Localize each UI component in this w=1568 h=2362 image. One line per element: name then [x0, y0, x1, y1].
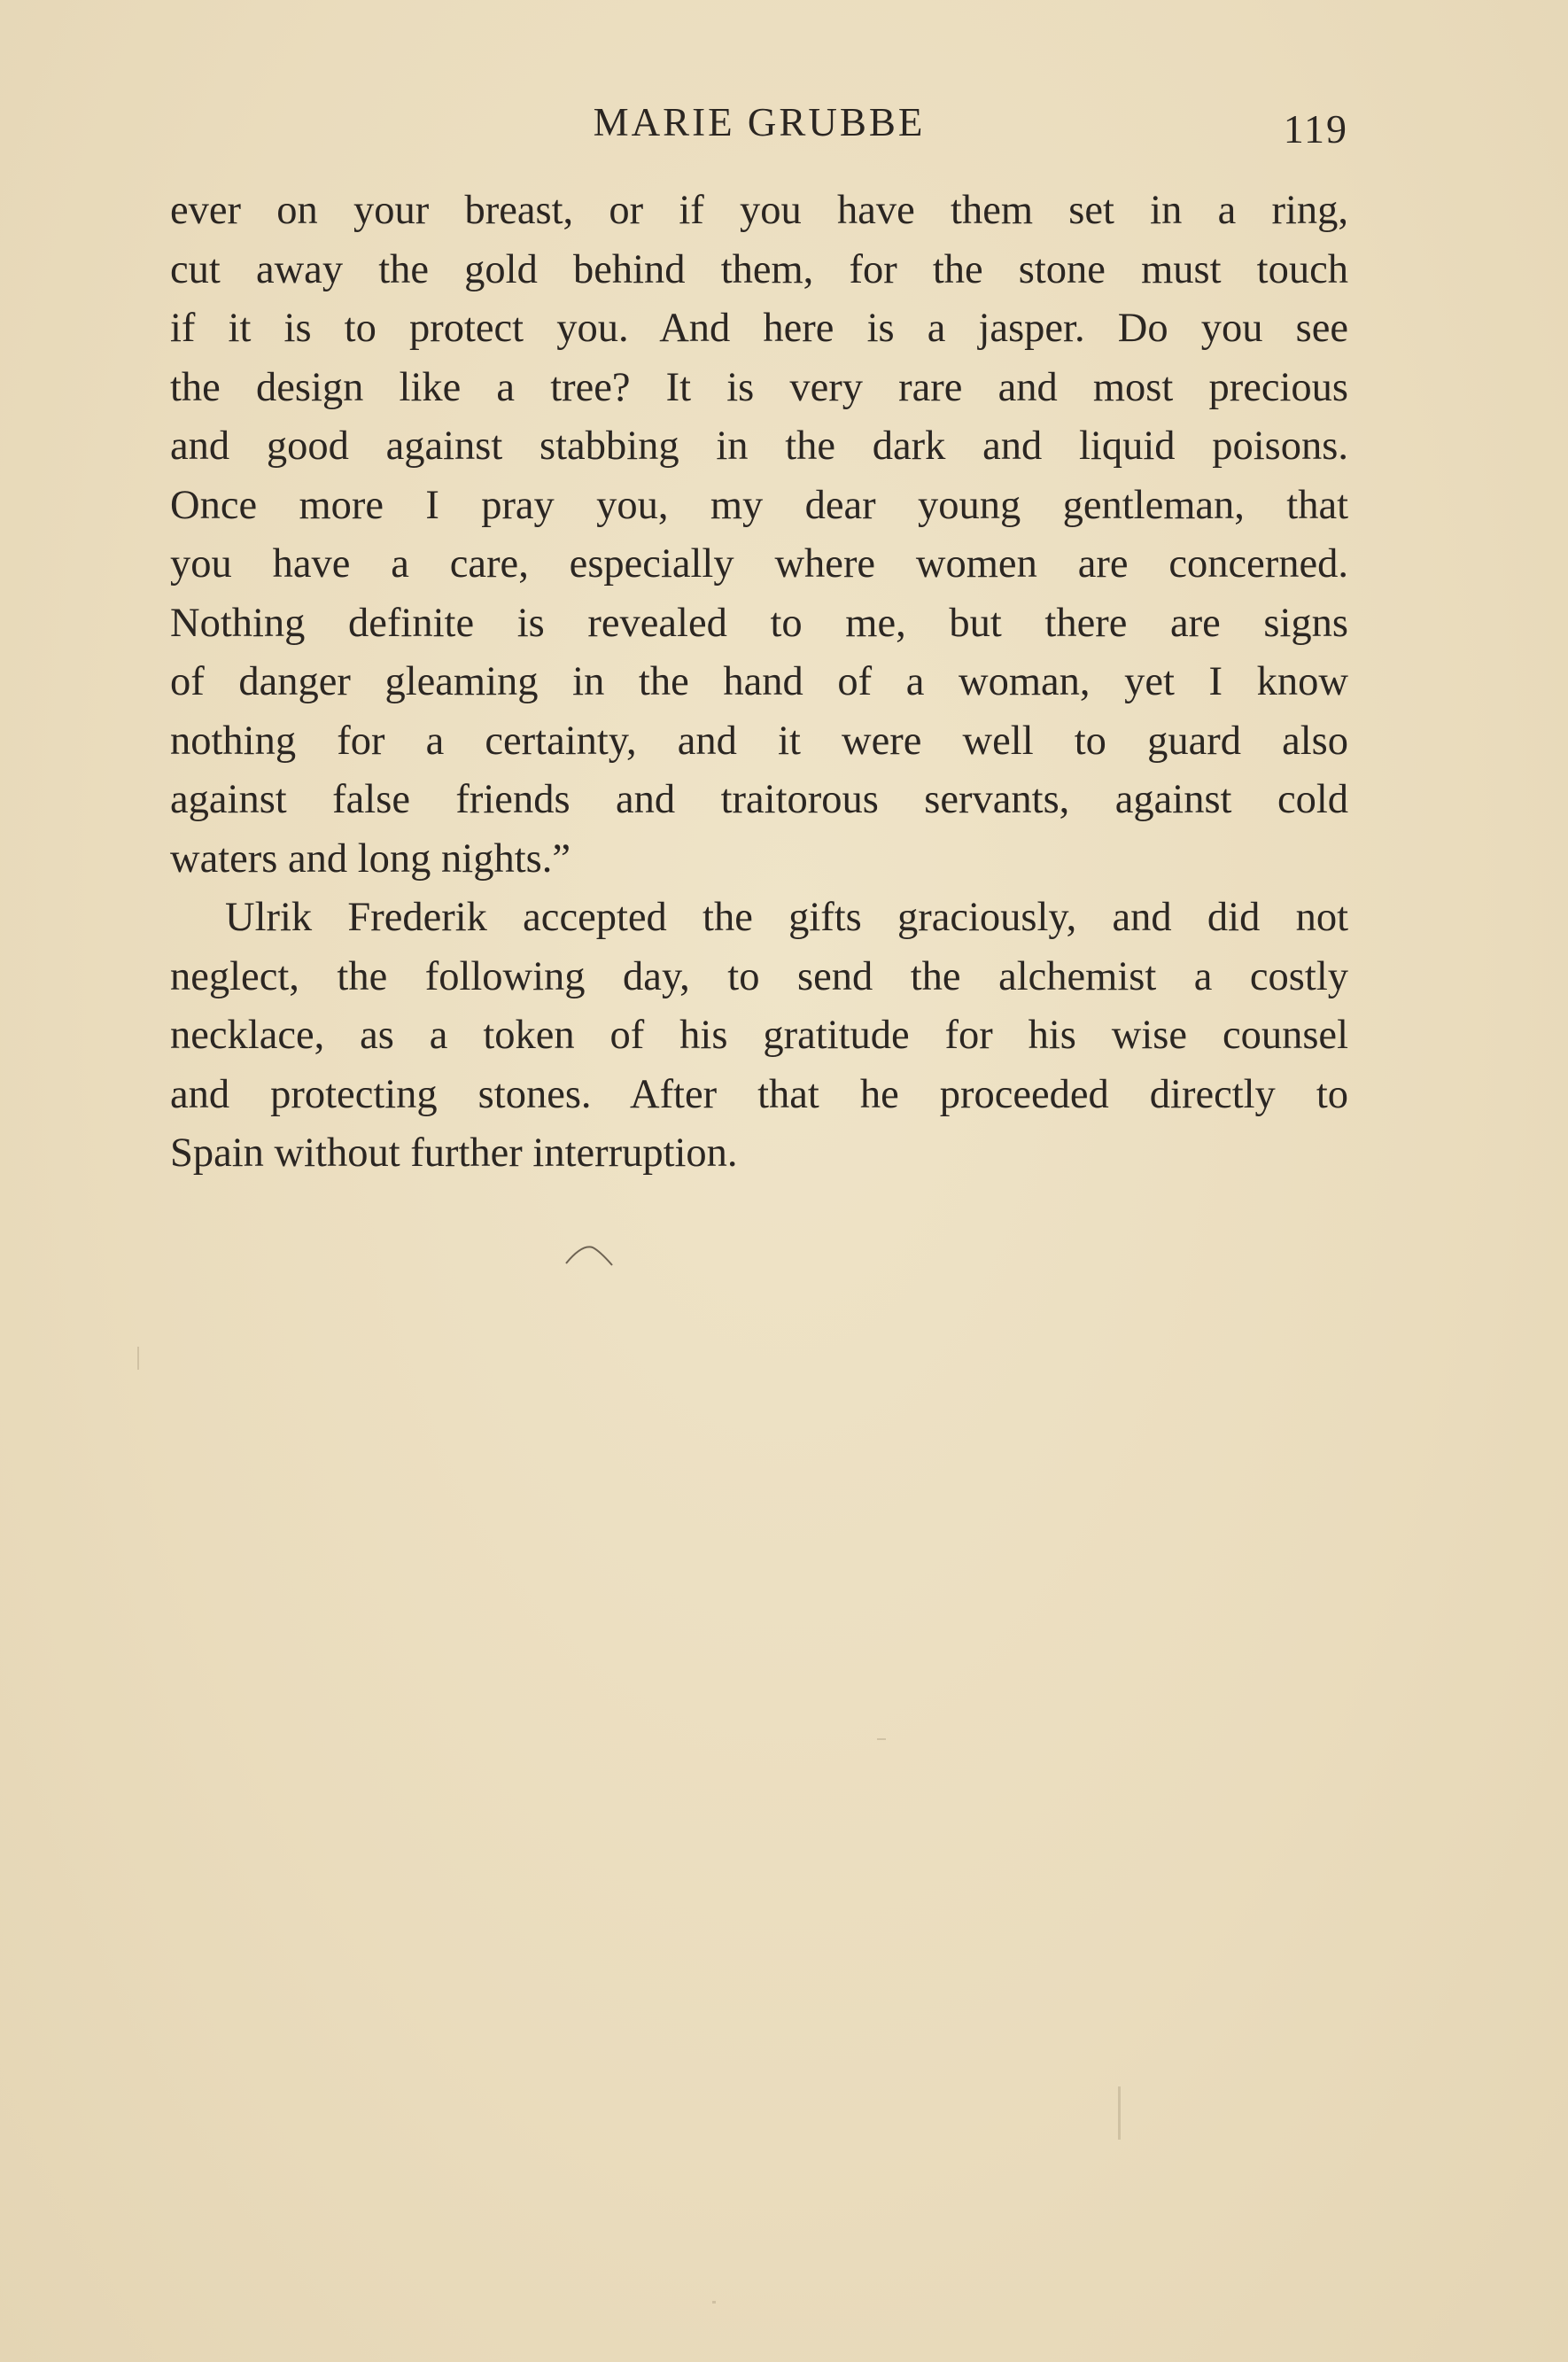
text-line: waters and long nights.”	[170, 835, 571, 882]
text-line: the design like a tree? It is very rare and most precious	[170, 364, 1348, 410]
running-title: MARIE GRUBBE	[593, 100, 926, 144]
paragraph-ulrik	[170, 889, 1348, 1184]
text-line: of danger gleaming in the hand of a woman, yet I know	[170, 659, 1348, 704]
paper-blemish	[1118, 2086, 1121, 2140]
text-line: and protecting stones. After that he proceeded directly to	[170, 1071, 1348, 1117]
page-number: 119	[1283, 106, 1348, 152]
text-line: if it is to protect you. And here is a jasper. Do you see	[170, 306, 1348, 351]
text-line: Nothing definite is revealed to me, but there are signs	[170, 600, 1348, 646]
text-line: you have a care, especially where women are concerned.	[170, 541, 1348, 587]
text-line: Spain without further interruption.	[170, 1130, 738, 1176]
text-line: neglect, the following day, to send the alchemist a costly	[170, 953, 1348, 999]
section-end-mark	[563, 1240, 616, 1267]
paper-blemish	[712, 2301, 716, 2304]
body-text	[170, 182, 1348, 1184]
text-line: nothing for a certainty, and it were well to guard also	[170, 718, 1348, 764]
text-line: ever on your breast, or if you have them set in a ring,	[170, 188, 1348, 233]
text-line: and good against stabbing in the dark and liquid poisons.	[170, 423, 1348, 469]
text-line: cut away the gold behind them, for the stone must touch	[170, 246, 1348, 292]
paper-blemish	[137, 1347, 139, 1370]
text-line: Ulrik Frederik accepted the gifts graciously, and did not	[225, 895, 1348, 940]
text-line: necklace, as a token of his gratitude for his wise counsel	[170, 1013, 1348, 1058]
paragraph-continuation	[170, 182, 1348, 889]
running-head	[170, 96, 1348, 158]
text-line: against false friends and traitorous servants, against cold	[170, 777, 1348, 822]
text-line: Once more I pray you, my dear young gentleman, that	[170, 482, 1348, 528]
paper-blemish	[877, 1738, 886, 1740]
